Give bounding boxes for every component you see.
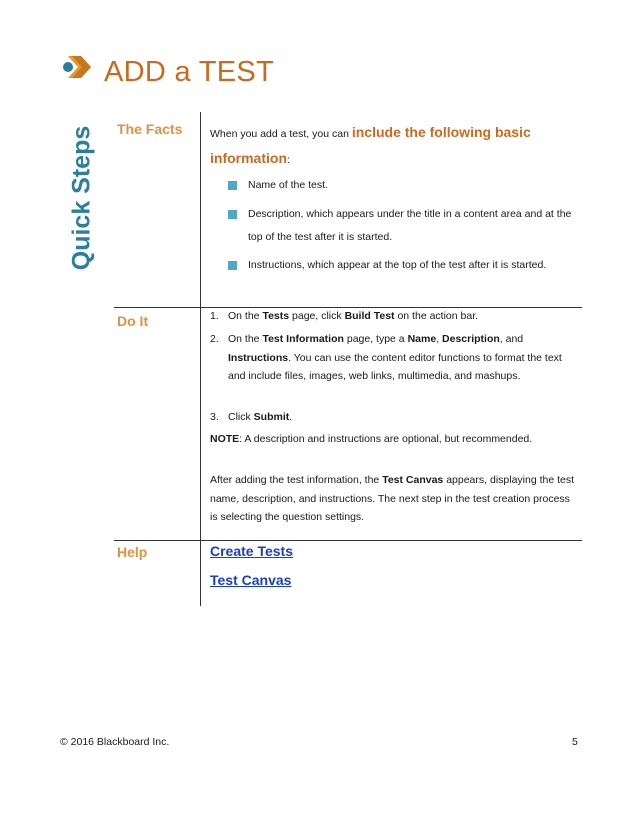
step-3: 3. Click Submit.: [210, 411, 293, 423]
facts-bullet: Description, which appears under the title in a content area and at the top of the test after it is started.: [228, 203, 573, 249]
footer-copyright: © 2016 Blackboard Inc.: [60, 736, 170, 748]
link-test-canvas[interactable]: Test Canvas: [210, 572, 292, 588]
step-1: 1. On the Tests page, click Build Test on the action bar.: [210, 310, 479, 322]
facts-intro: When you add a test, you can include the following basic information:: [210, 124, 531, 166]
column-divider: [200, 112, 201, 606]
note-text: NOTE: A description and instructions are optional, but recommended.: [210, 433, 533, 445]
bullet-square-icon: [228, 181, 237, 190]
facts-bullet: Name of the test.: [228, 174, 573, 197]
after-text: After adding the test information, the Test Canvas appears, displaying the test name, description, and instructions. The next step in the test creation process is selecting the question settings.: [210, 474, 575, 523]
step-2: 2. On the Test Information page, type a Name, Description, and Instructions. You can use the content editor functions to format the text and include files, images, web links, multimedia, and mashups.: [210, 333, 562, 382]
quick-steps-label: Quick Steps: [67, 125, 96, 271]
page-title: ADD a TEST: [104, 56, 275, 88]
facts-bullet: Instructions, which appear at the top of the test after it is started.: [228, 254, 573, 277]
facts-label: The Facts: [117, 121, 183, 137]
bullet-square-icon: [228, 261, 237, 270]
facts-highlight: include the following basic information: [210, 124, 531, 166]
doit-label: Do It: [117, 313, 149, 329]
row-divider-doit: [114, 540, 582, 541]
blackboard-logo-icon: [62, 52, 92, 82]
bullet-square-icon: [228, 210, 237, 219]
link-create-tests[interactable]: Create Tests: [210, 543, 294, 559]
page-number: 5: [572, 736, 578, 748]
help-label: Help: [117, 544, 148, 560]
